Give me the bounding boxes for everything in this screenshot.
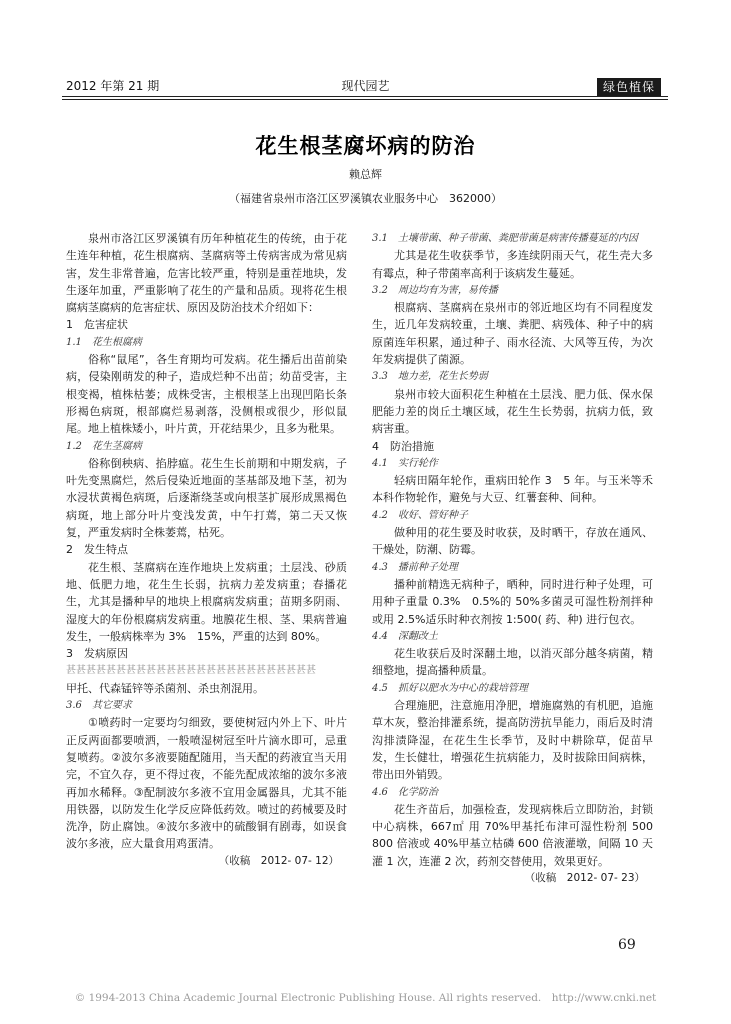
- header-rule: [62, 96, 668, 97]
- section-heading-4: 4 防治措施: [372, 439, 434, 453]
- intro-paragraph: 泉州市洛江区罗溪镇有历年种植花生的传统，由于花生连年种植，花生根腐病、茎腐病等土传病害成为常见病害，发生非常普遍，危害比较严重，特别是重茬地块，发生逐年加重，严重影响了花生的产量和品质。现将花生根腐病茎腐病的危害症状、原因及防治技术介绍如下：: [66, 232, 347, 315]
- section-badge: 绿色植保: [597, 78, 661, 96]
- paragraph-3-3: 泉州市较大面积花生种植在土层浅、肥力低、保水保肥能力差的岗丘土壤区域，花生生长势弱，抗病力低，致病害重。: [372, 387, 653, 436]
- subsection-heading-4-1: 4.1 实行轮作: [372, 457, 438, 469]
- paragraph-4-1: 轻病田隔年轮作，重病田轮作 3 5 年。与玉米等禾本科作物轮作，避免与大豆、红薯套种、间种。: [372, 474, 653, 505]
- section-heading-3: 3 发病原因: [66, 647, 128, 661]
- paragraph-4-5: 合理施肥，注意施用净肥，增施腐熟的有机肥，追施草木灰，整治排灌系统，提高防涝抗旱能力，雨后及时清沟排渍降湿，在花生生长季节，及时中耕除草，促苗早发，生长健壮，增强花生抗病能力，及时拔除田间病株，带出田外销毁。: [372, 699, 653, 782]
- paragraph-4-6: 花生齐苗后，加强检查，发现病株后立即防治，封锁中心病株，667㎡ 用 70%甲基托布津可湿性粉剂 500 800 倍液或 40%甲基立枯磷 600 倍液灌墩，间隔 10 天灌 1 次，连灌 2 次，药剂交替使用，效果更好。: [372, 802, 664, 868]
- journal-name: 现代园艺: [341, 79, 390, 93]
- subsection-heading-4-6: 4.6 化学防治: [372, 786, 438, 798]
- paragraph-3-6: ①喷药时一定要均匀细致，要使树冠内外上下、叶片正反两面都要喷洒，一般喷湿树冠至叶片滴水即可，忌重复喷药。②波尔多液要随配随用，当天配的药液宜当天用完，不宜久存，更不得过夜，不能先配成浓缩的波尔多液再加水稀释。③配制波尔多液不宜用金属器具，尤其不能用铁器，以防发生化学反应降低药效。喷过的药械要及时洗净，防止腐蚀。④波尔多液中的硫酸铜有剧毒，如误食波尔多液，应大量食用鸡蛋清。: [66, 716, 347, 851]
- subsection-heading-1-2: 1.2 花生茎腐病: [66, 440, 142, 452]
- paragraph-2: 花生根、茎腐病在连作地块上发病重；土层浅、砂质地、低肥力地，花生生长弱，抗病力差发病重；春播花生，尤其是播种早的地块上根腐病发病重；苗期多阴雨、湿度大的年份根腐病发病重。地膜花生根、茎、果病普遍发生，一般病株率为 3% 15%，严重的达到 80%。: [66, 560, 347, 643]
- received-date-right: （收稿 2012- 07- 23）: [524, 871, 645, 884]
- left-column: [66, 230, 347, 870]
- subsection-heading-3-6: 3.6 其它要求: [66, 700, 132, 712]
- paragraph-4-4: 花生收获后及时深翻土地，以消灭部分越冬病菌，精细整地，提高播种质量。: [372, 647, 653, 678]
- continued-paragraph: 甲托、代森锰锌等杀菌剂、杀虫剂混用。: [66, 681, 264, 695]
- received-date-left: （收稿 2012- 07- 12）: [218, 854, 339, 867]
- paragraph-4-3: 播种前精选无病种子，晒种，同时进行种子处理，可用种子重量 0.3% 0.5%的 50%多菌灵可湿性粉剂拌种或用 2.5%适乐时种衣剂按 1:500( 药、种) 进行包衣。: [372, 577, 653, 626]
- subsection-heading-4-4: 4.4 深翻改土: [372, 630, 438, 642]
- issue-label: 2012 年第 21 期: [66, 79, 160, 93]
- paragraph-3-2: 根腐病、茎腐病在泉州市的邻近地区均有不同程度发生，近几年发病较重，土壤、粪肥、病残体、种子中的病原菌连年积累，通过种子、雨水径流、大风等互传，为次年发病提供了菌源。: [372, 301, 653, 367]
- subsection-heading-3-1: 3.1 土壤带菌、种子带菌、粪肥带菌是病害传播蔓延的内因: [372, 233, 638, 244]
- article-author: 赖总辉: [349, 168, 382, 181]
- subsection-heading-4-3: 4.3 播前种子处理: [372, 561, 458, 573]
- right-column: [372, 230, 664, 887]
- subsection-heading-1-1: 1.1 花生根腐病: [66, 336, 142, 348]
- author-affiliation: （福建省泉州市洛江区罗溪镇农业服务中心 362000）: [229, 192, 502, 205]
- paragraph-4-2: 做种用的花生要及时收获，及时晒干，存放在通风、干燥处，防潮、防霉。: [372, 526, 653, 557]
- subsection-heading-4-5: 4.5 抓好以肥水为中心的栽培管理: [372, 682, 528, 694]
- garbled-text-line: 甚甚甚甚甚甚甚甚甚甚甚甚甚甚甚甚甚甚甚甚甚甚甚甚甚: [66, 665, 316, 677]
- paragraph-1-1: 俗称“鼠尾”，各生育期均可发病。花生播后出苗前染病，侵染刚萌发的种子，造成烂种不出苗；幼苗受害，主根变褐，植株枯萎；成株受害，主根根茎上出现凹陷长条形褐色病斑，根部腐烂易剥落，没侧根或很少，形似鼠尾。地上植株矮小，叶片黄，开花结果少，且多为秕果。: [66, 353, 347, 436]
- article-title: 花生根茎腐坏病的防治: [255, 134, 476, 158]
- subsection-heading-3-3: 3.3 地力差，花生长势弱: [372, 371, 488, 383]
- subsection-heading-4-2: 4.2 收好、管好种子: [372, 509, 468, 521]
- section-heading-2: 2 发生特点: [66, 543, 128, 557]
- section-heading-1: 1 危害症状: [66, 318, 128, 332]
- header-rule-inner: [62, 99, 668, 100]
- paragraph-1-2: 俗称倒秧病、掐脖瘟。花生生长前期和中期发病，子叶先变黑腐烂，然后侵染近地面的茎基部及地下茎，初为水浸状黄褐色病斑，后逐渐绕茎或向根茎扩展形成黑褐色病斑，地上部分叶片变浅发黄，中午打蔫，第二天又恢复，严重发病时全株萎蔫，枯死。: [66, 456, 347, 540]
- copyright-footer: © 1994-2013 China Academic Journal Electronic Publishing House. All rights reserved. http://www.cnki.net: [74, 992, 657, 1004]
- paragraph-3-1: 尤其是花生收获季节，多连续阴雨天气，花生壳大多有霉点，种子带菌率高利于该病发生蔓延。: [372, 249, 653, 280]
- subsection-heading-3-2: 3.2 周边均有为害，易传播: [372, 284, 498, 296]
- page-number: 69: [618, 937, 636, 953]
